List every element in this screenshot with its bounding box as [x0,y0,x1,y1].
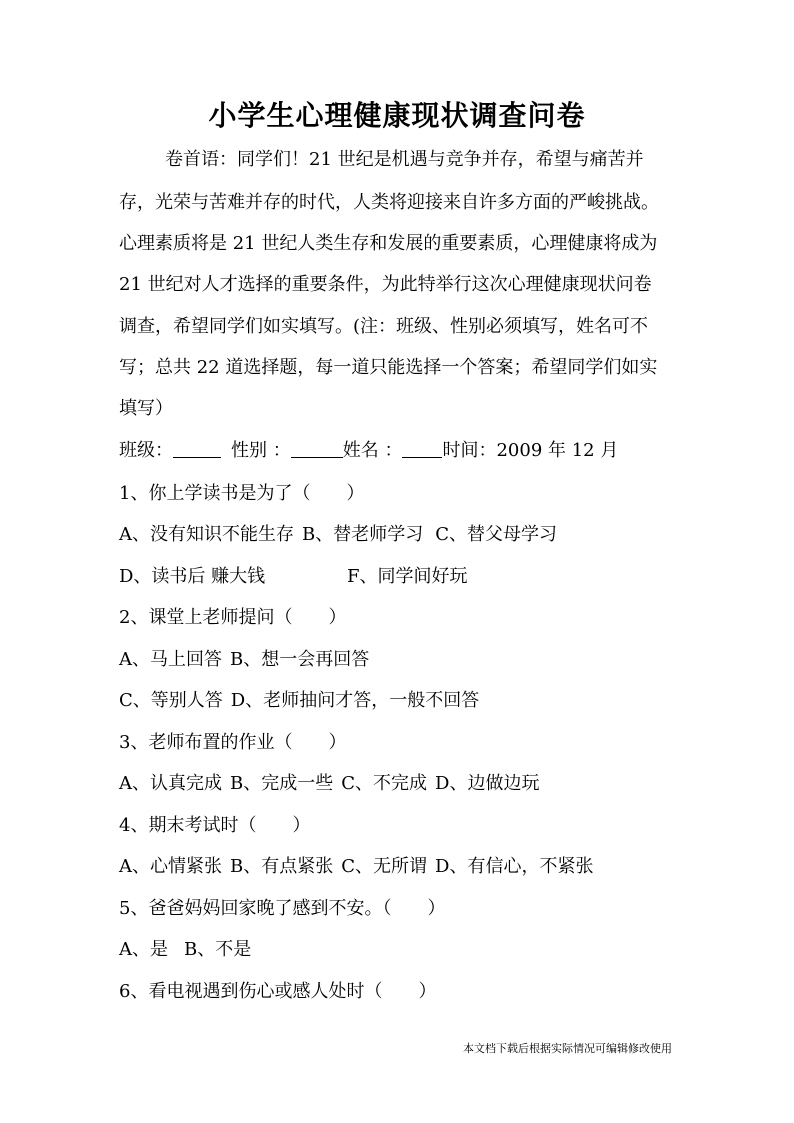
option-c: C、不完成 [341,773,428,794]
options-line [119,646,369,674]
option-a: A、认真完成 [119,773,222,794]
footer-note: 本文档下载后根据实际情况可编辑修改使用 [463,1042,672,1055]
page-title: 小学生心理健康现状调查问卷 [208,99,586,132]
option-a: A、是 [119,939,168,960]
question-4: 4、期末考试时（ ） [119,815,311,836]
name-label: 姓名 ： [342,440,403,461]
class-label: 班级： [119,440,173,461]
option-b: B、想一会再回答 [230,649,370,670]
intro-line: 心理素质将是 21 世纪人类生存和发展的重要素质，心理健康将成为 [119,233,658,254]
student-info-line [119,437,618,465]
options-line [119,770,539,798]
option-c: C、等别人答 [119,690,223,711]
time-label: 时间：2009 年 12 月 [442,440,619,461]
option-a: A、心情紧张 [119,856,222,877]
name-blank[interactable] [402,437,442,458]
intro-line: 卷首语：同学们！21 世纪是机遇与竞争并存，希望与痛苦并 [165,149,644,170]
option-c: C、替父母学习 [435,524,558,545]
intro-line: 填写） [119,398,173,419]
options-line [119,521,557,549]
option-a: A、马上回答 [119,649,222,670]
options-line [119,853,593,881]
intro-line: 写；总共 22 道选择题，每一道只能选择一个答案；希望同学们如实 [119,357,658,378]
gender-label: 性别 ： [231,440,291,461]
option-d: D、老师抽问才答，一般不回答 [230,690,480,711]
option-d: D、边做边玩 [435,773,540,794]
option-c: C、无所谓 [341,856,428,877]
option-b: B、有点紧张 [230,856,334,877]
question-2: 2、课堂上老师提问（ ） [119,607,347,628]
option-d: D、有信心，不紧张 [435,856,594,877]
intro-line: 存，光荣与苦难并存的时代，人类将迎接来自许多方面的严峻挑战。 [119,192,659,213]
options-line [119,687,479,715]
intro-line: 调查，希望同学们如实填写。(注：班级、性别必须填写，姓名可不 [119,316,649,337]
option-b: B、不是 [184,939,252,960]
gender-blank[interactable] [291,437,343,458]
class-blank[interactable] [173,437,221,458]
question-3: 3、老师布置的作业（ ） [119,732,347,753]
option-b: B、完成一些 [230,773,334,794]
question-6: 6、看电视遇到伤心或感人处时（ ） [119,981,437,1002]
option-b: B、替老师学习 [302,524,424,545]
options-line [119,936,251,964]
question-1: 1、你上学读书是为了（ ） [119,483,365,504]
option-a: A、没有知识不能生存 [119,524,294,545]
intro-line: 21 世纪对人才选择的重要条件，为此特举行这次心理健康现状问卷 [119,274,652,295]
question-5: 5、爸爸妈妈回家晚了感到不安。（ ） [119,898,446,919]
option-d: D、读书后 赚大钱 [119,566,266,587]
options-line [119,563,468,591]
option-f: F、同学间好玩 [347,566,468,587]
